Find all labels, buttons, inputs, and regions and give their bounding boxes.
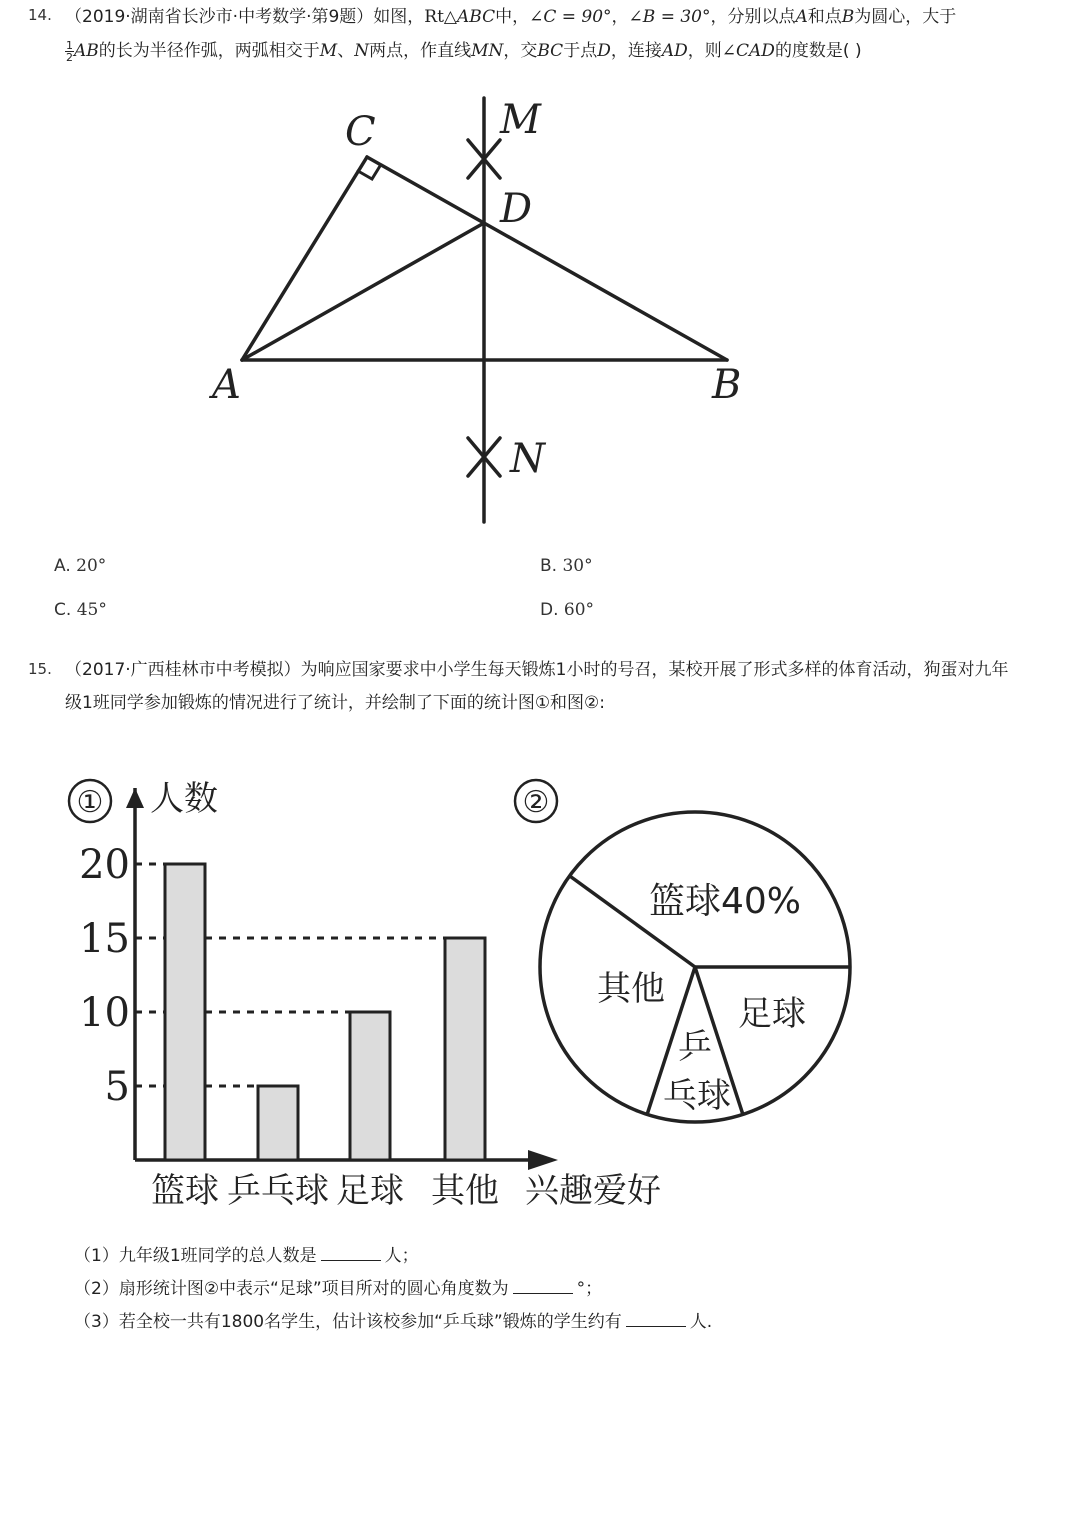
question-15-text-line1: （2017·广西桂林市中考模拟）为响应国家要求中小学生每天锻炼1小时的号召，某校开展了形式多样的体育活动，狗蛋对九年	[65, 660, 1009, 680]
slice-label-basketball: 篮球40%	[648, 881, 802, 922]
y-tick-label: 15	[79, 916, 130, 962]
x-axis-arrow	[528, 1150, 558, 1170]
bar-chart-xlabel: 兴趣爱好	[525, 1171, 661, 1211]
slice-label-pingpong: 乒	[678, 1027, 712, 1067]
bar-篮球	[165, 864, 205, 1160]
slice-label-pingpong: 乓球	[663, 1076, 731, 1116]
x-tick-label: 篮球	[151, 1171, 219, 1211]
answer-blank-3[interactable]	[626, 1310, 686, 1327]
x-tick-label: 乒乓球	[227, 1171, 329, 1211]
y-tick-label: 5	[104, 1064, 130, 1110]
x-tick-label: 足球	[336, 1171, 404, 1211]
bar-乒乓球	[258, 1086, 298, 1160]
segment-ad	[242, 223, 484, 360]
question-14-text-line2: $\frac{1}{2}$ AB的长为半径作弧，两弧相交于M、N两点，作直线MN，交BC于点D，连接AD，则∠CAD的度数是( )	[66, 38, 862, 64]
label-b: B	[712, 362, 742, 408]
answer-blank-2[interactable]	[513, 1277, 573, 1294]
question-15-number: 15.	[28, 660, 52, 678]
sub-question-1: （1）九年级1班同学的总人数是 人；	[74, 1246, 419, 1266]
segment-ac	[242, 157, 367, 360]
slice-label-soccer: 足球	[738, 994, 806, 1034]
answer-blank-1[interactable]	[321, 1244, 381, 1261]
slice-label-other: 其他	[597, 969, 665, 1009]
label-n: N	[510, 436, 545, 482]
fraction-one-half: $\frac{1}{2}$	[66, 38, 73, 64]
pie-chart-badge: ②	[522, 785, 550, 820]
y-tick-label: 20	[79, 842, 130, 888]
q14-source: （2019·湖南省长沙市·中考数学·第9题）	[65, 7, 374, 27]
sub-question-3: （3）若全校一共有1800名学生，估计该校参加“乒乓球”锻炼的学生约有 人.	[74, 1312, 713, 1332]
option-d[interactable]: D. 60°	[540, 600, 595, 620]
option-b[interactable]: B. 30°	[540, 556, 593, 576]
label-a: A	[212, 362, 241, 408]
label-m: M	[500, 97, 541, 143]
option-c[interactable]: C. 45°	[54, 600, 107, 620]
sub-question-2: （2）扇形统计图②中表示“足球”项目所对的圆心角度数为 °；	[74, 1279, 603, 1299]
pie-chart	[500, 770, 880, 1140]
bar-chart-badge: ①	[76, 785, 104, 820]
bar-chart-ylabel: 人数	[150, 779, 218, 819]
y-tick-label: 10	[79, 990, 130, 1036]
question-14-text-line1: （2019·湖南省长沙市·中考数学·第9题）如图，Rt△ABC中，∠C = 90°，∠B = 30°，分别以点A和点B为圆心，大于	[65, 7, 957, 27]
label-d: D	[500, 186, 533, 232]
label-c: C	[345, 109, 376, 155]
bar-足球	[350, 1012, 390, 1160]
question-14-number: 14.	[28, 6, 52, 24]
y-axis-arrow	[126, 788, 144, 808]
question-15-text-line2: 级1班同学参加锻炼的情况进行了统计，并绘制了下面的统计图①和图②:	[65, 693, 606, 713]
x-tick-label: 其他	[431, 1171, 499, 1211]
bar-其他	[445, 938, 485, 1160]
option-a[interactable]: A. 20°	[54, 556, 107, 576]
geometry-figure	[0, 0, 1080, 540]
